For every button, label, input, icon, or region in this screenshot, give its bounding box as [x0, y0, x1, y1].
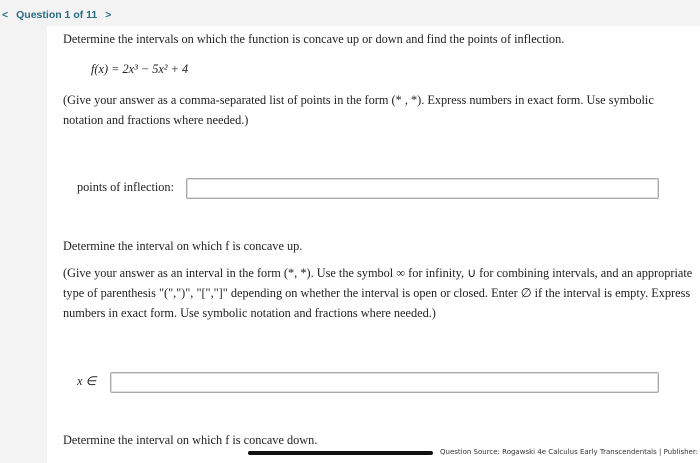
next-question-button[interactable]: > — [105, 9, 112, 21]
q3-prompt: Determine the interval on which f is concave down. — [63, 433, 318, 447]
question-source: Question Source: Rogawski 4e Calculus Early Transcendentals | Publisher: — [440, 448, 698, 456]
function-expression: f(x) = 2x³ − 5x² + 4 — [91, 62, 189, 76]
question-nav — [2, 8, 111, 22]
concave-up-label: x ∈ — [77, 374, 97, 388]
q1-prompt: Determine the intervals on which the function is concave up or down and find the points of inflection. — [63, 32, 565, 46]
q1-instructions: (Give your answer as a comma-separated list of points in the form (* , *). Express numbers in exact form. Use symbolic notation and fractions where needed.) — [63, 93, 654, 127]
scrollbar[interactable] — [248, 451, 433, 455]
q2-prompt: Determine the interval on which f is concave up. — [63, 239, 303, 253]
concave-up-input[interactable] — [110, 372, 659, 393]
inflection-label: points of inflection: — [77, 180, 174, 194]
question-counter: Question 1 of 11 — [16, 9, 98, 21]
inflection-points-input[interactable] — [186, 178, 659, 199]
question-card — [47, 26, 700, 463]
q2-instructions: (Give your answer as an interval in the form (*, *). Use the symbol ∞ for infinity, ∪ for combining intervals, and an appropriate type of parenthesis "(",")", "[","]" depending on whether the interval is open or closed. Enter ∅ if the interval is empty. Express numbers in exact form. Use symbolic notation and fractions where needed.) — [63, 266, 693, 320]
prev-question-button[interactable]: < — [2, 9, 9, 21]
